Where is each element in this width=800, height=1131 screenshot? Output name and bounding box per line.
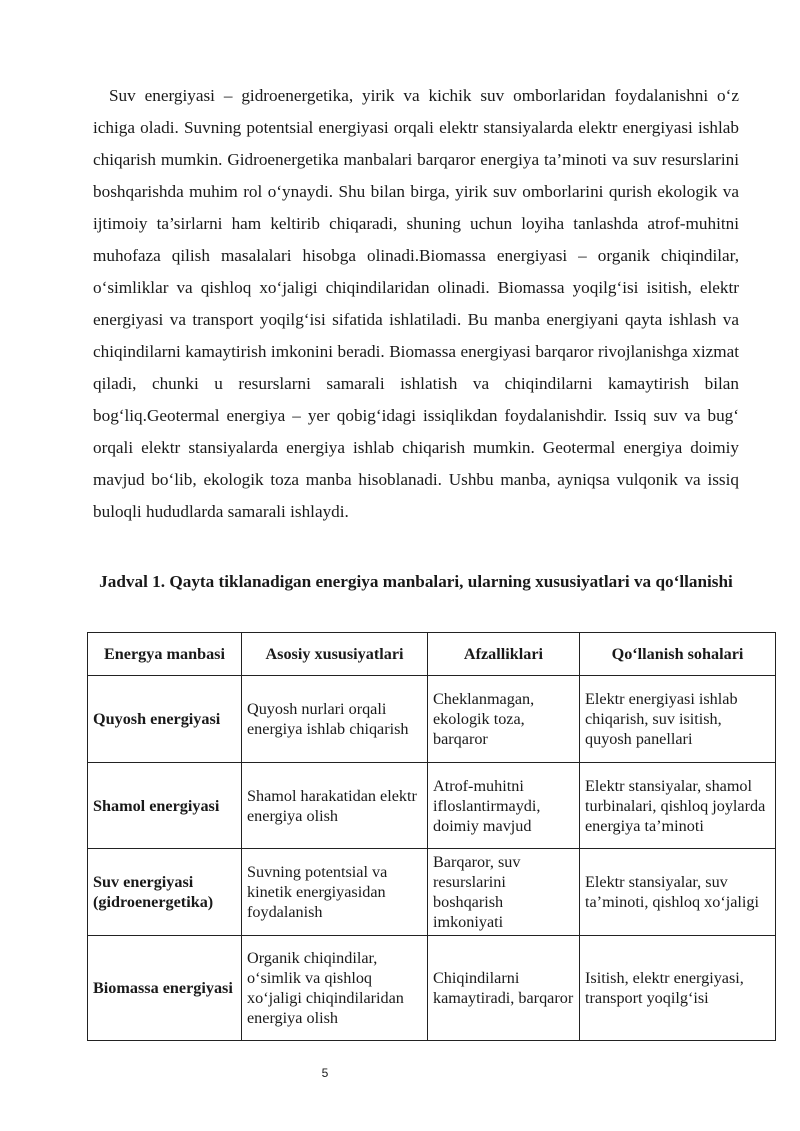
header-energy-source: Energya manbasi [88,633,242,676]
table-row [88,763,776,849]
header-main-features: Asosiy xususiyatlari [242,633,428,676]
cell-application-areas: Isitish, elektr energiyasi, transport yoqilg‘isi [580,936,776,1041]
cell-advantages: Cheklanmagan, ekologik toza, barqaror [428,676,580,763]
cell-advantages: Atrof-muhitni ifloslantirmaydi, doimiy mavjud [428,763,580,849]
cell-main-features: Organik chiqindilar, o‘simlik va qishloq xo‘jaligi chiqindilaridan energiya olish [242,936,428,1041]
table-caption: Jadval 1. Qayta tiklanadigan energiya manbalari, ularning xususiyatlari va qo‘llanishi [99,572,733,591]
page-number: 5 [321,1066,329,1080]
table-header-row [88,633,776,676]
table-row [88,849,776,936]
cell-advantages: Chiqindilarni kamaytiradi, barqaror [428,936,580,1041]
header-application-areas: Qo‘llanish sohalari [580,633,776,676]
cell-main-features: Shamol harakatidan elektr energiya olish [242,763,428,849]
cell-energy-source: Shamol energiyasi [88,763,242,849]
cell-main-features: Quyosh nurlari orqali energiya ishlab chiqarish [242,676,428,763]
body-paragraph: Suv energiyasi – gidroenergetika, yirik va kichik suv omborlaridan foydalanishni o‘z ichiga oladi. Suvning potentsial energiyasi orqali elektr stansiyalarda elektr energiyasi ishlab chiqarish mumkin. Gidroenergetika manbalari barqaror energiya ta’minoti va suv resurslarini boshqarishda muhim rol o‘ynaydi. Shu bilan birga, yirik suv omborlarini qurish ekologik va ijtimoiy ta’sirlarni ham keltirib chiqaradi, shuning uchun loyiha tanlashda atrof-muhitni muhofaza qilish masalalari hisobga olinadi.Biomassa energiyasi – organik chiqindilar, o‘simliklar va qishloq xo‘jaligi chiqindilaridan olinadi. Biomassa yoqilg‘isi isitish, elektr energiyasi va transport yoqilg‘isi sifatida ishlatiladi. Bu manba energiyani qayta ishlash va chiqindilarni kamaytirish imkonini beradi. Biomassa energiyasi barqaror rivojlanishga xizmat qiladi, chunki u resurslarni samarali ishlatish va chiqindilarni kamaytirish bilan bog‘liq.Geotermal energiya – yer qobig‘idagi issiqlikdan foydalanishdir. Issiq suv va bug‘ orqali elektr stansiyalarda energiya ishlab chiqarish mumkin. Geotermal energiya doimiy mavjud bo‘lib, ekologik toza manba hisoblanadi. Ushbu manba, ayniqsa vulqonik va issiq buloqli hududlarda samarali ishlaydi. [93,86,739,521]
cell-application-areas: Elektr energiyasi ishlab chiqarish, suv isitish, quyosh panellari [580,676,776,763]
cell-application-areas: Elektr stansiyalar, shamol turbinalari, qishloq joylarda energiya ta’minoti [580,763,776,849]
cell-energy-source: Biomassa energiyasi [88,936,242,1041]
cell-application-areas: Elektr stansiyalar, suv ta’minoti, qishloq xo‘jaligi [580,849,776,936]
cell-energy-source: Quyosh energiyasi [88,676,242,763]
cell-main-features: Suvning potentsial va kinetik energiyasidan foydalanish [242,849,428,936]
cell-energy-source: Suv energiyasi (gidroenergetika) [88,849,242,936]
header-advantages: Afzalliklari [428,633,580,676]
table-row [88,936,776,1041]
cell-advantages: Barqaror, suv resurslarini boshqarish imkoniyati [428,849,580,936]
energy-sources-table [87,632,776,1041]
table-row [88,676,776,763]
